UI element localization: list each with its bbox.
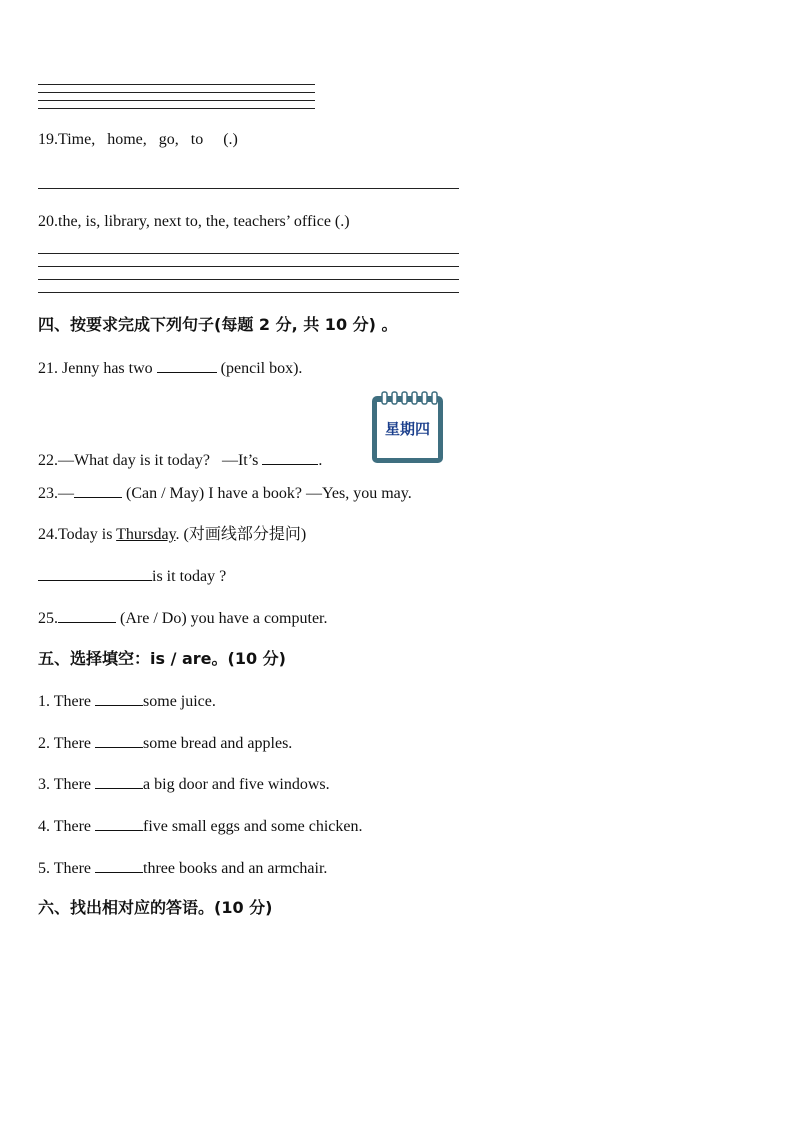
answer-line xyxy=(38,92,315,93)
fill-item-prefix: 2. There xyxy=(38,735,96,752)
fill-item xyxy=(38,774,330,795)
fill-item-suffix: five small eggs and some chicken. xyxy=(143,818,363,835)
question-20: 20.the, is, library, next to, the, teachers’ office (.) xyxy=(38,213,350,230)
question-24 xyxy=(38,525,306,545)
answer-line xyxy=(38,292,459,293)
fill-item-prefix: 5. There xyxy=(38,860,96,877)
calendar-icon xyxy=(371,390,444,464)
fill-item-prefix: 4. There xyxy=(38,818,96,835)
section-6-heading: 六、找出相对应的答语。(10 分) xyxy=(38,898,273,917)
answer-line xyxy=(38,253,459,254)
fill-item-prefix: 3. There xyxy=(38,776,96,793)
answer-line xyxy=(38,100,315,101)
question-22-suffix: . xyxy=(318,452,323,469)
section-5-heading: 五、选择填空：is / are。(10 分) xyxy=(38,649,286,668)
answer-blank[interactable] xyxy=(95,774,143,789)
answer-blank[interactable] xyxy=(58,608,116,623)
question-19: 19.Time, home, go, to (.) xyxy=(38,131,238,148)
question-22-prefix: 22.—What day is it today? —It’s xyxy=(38,452,263,469)
answer-blank[interactable] xyxy=(95,691,143,706)
underlined-word: Thursday xyxy=(116,526,176,543)
fill-item-suffix: a big door and five windows. xyxy=(143,776,330,793)
fill-item xyxy=(38,733,292,754)
question-21 xyxy=(38,358,302,379)
question-22 xyxy=(38,450,322,471)
fill-item-suffix: some bread and apples. xyxy=(143,735,293,752)
question-23-prefix: 23.— xyxy=(38,485,74,502)
question-23-suffix: (Can / May) I have a book? —Yes, you may. xyxy=(122,485,412,502)
question-24-suffix: . (对画线部分提问) xyxy=(175,526,307,543)
answer-blank[interactable] xyxy=(262,450,318,465)
fill-item xyxy=(38,691,216,712)
answer-blank[interactable] xyxy=(74,483,122,498)
question-24-answer-suffix: is it today ? xyxy=(152,568,227,585)
question-25-suffix: (Are / Do) you have a computer. xyxy=(116,610,328,627)
fill-item xyxy=(38,816,363,837)
question-25-prefix: 25. xyxy=(38,610,58,627)
answer-line xyxy=(38,84,315,85)
answer-blank[interactable] xyxy=(95,816,143,831)
fill-item xyxy=(38,858,327,879)
answer-line xyxy=(38,188,459,189)
section-4-heading: 四、按要求完成下列句子(每题 2 分, 共 10 分) 。 xyxy=(38,315,398,334)
answer-line xyxy=(38,266,459,267)
question-25 xyxy=(38,608,327,629)
question-24-answer xyxy=(38,566,226,587)
answer-blank[interactable] xyxy=(157,358,217,373)
question-23 xyxy=(38,483,412,504)
answer-line xyxy=(38,108,315,109)
question-21-suffix: (pencil box). xyxy=(216,360,303,377)
answer-blank[interactable] xyxy=(95,858,143,873)
question-21-prefix: 21. Jenny has two xyxy=(38,360,157,377)
answer-line xyxy=(38,279,459,280)
question-24-prefix: 24.Today is xyxy=(38,526,117,543)
fill-item-suffix: some juice. xyxy=(143,693,216,710)
fill-item-suffix: three books and an armchair. xyxy=(143,860,328,877)
answer-blank[interactable] xyxy=(95,733,143,748)
fill-item-prefix: 1. There xyxy=(38,693,96,710)
calendar-day-label: 星期四 xyxy=(384,420,431,438)
answer-blank[interactable] xyxy=(38,566,152,581)
